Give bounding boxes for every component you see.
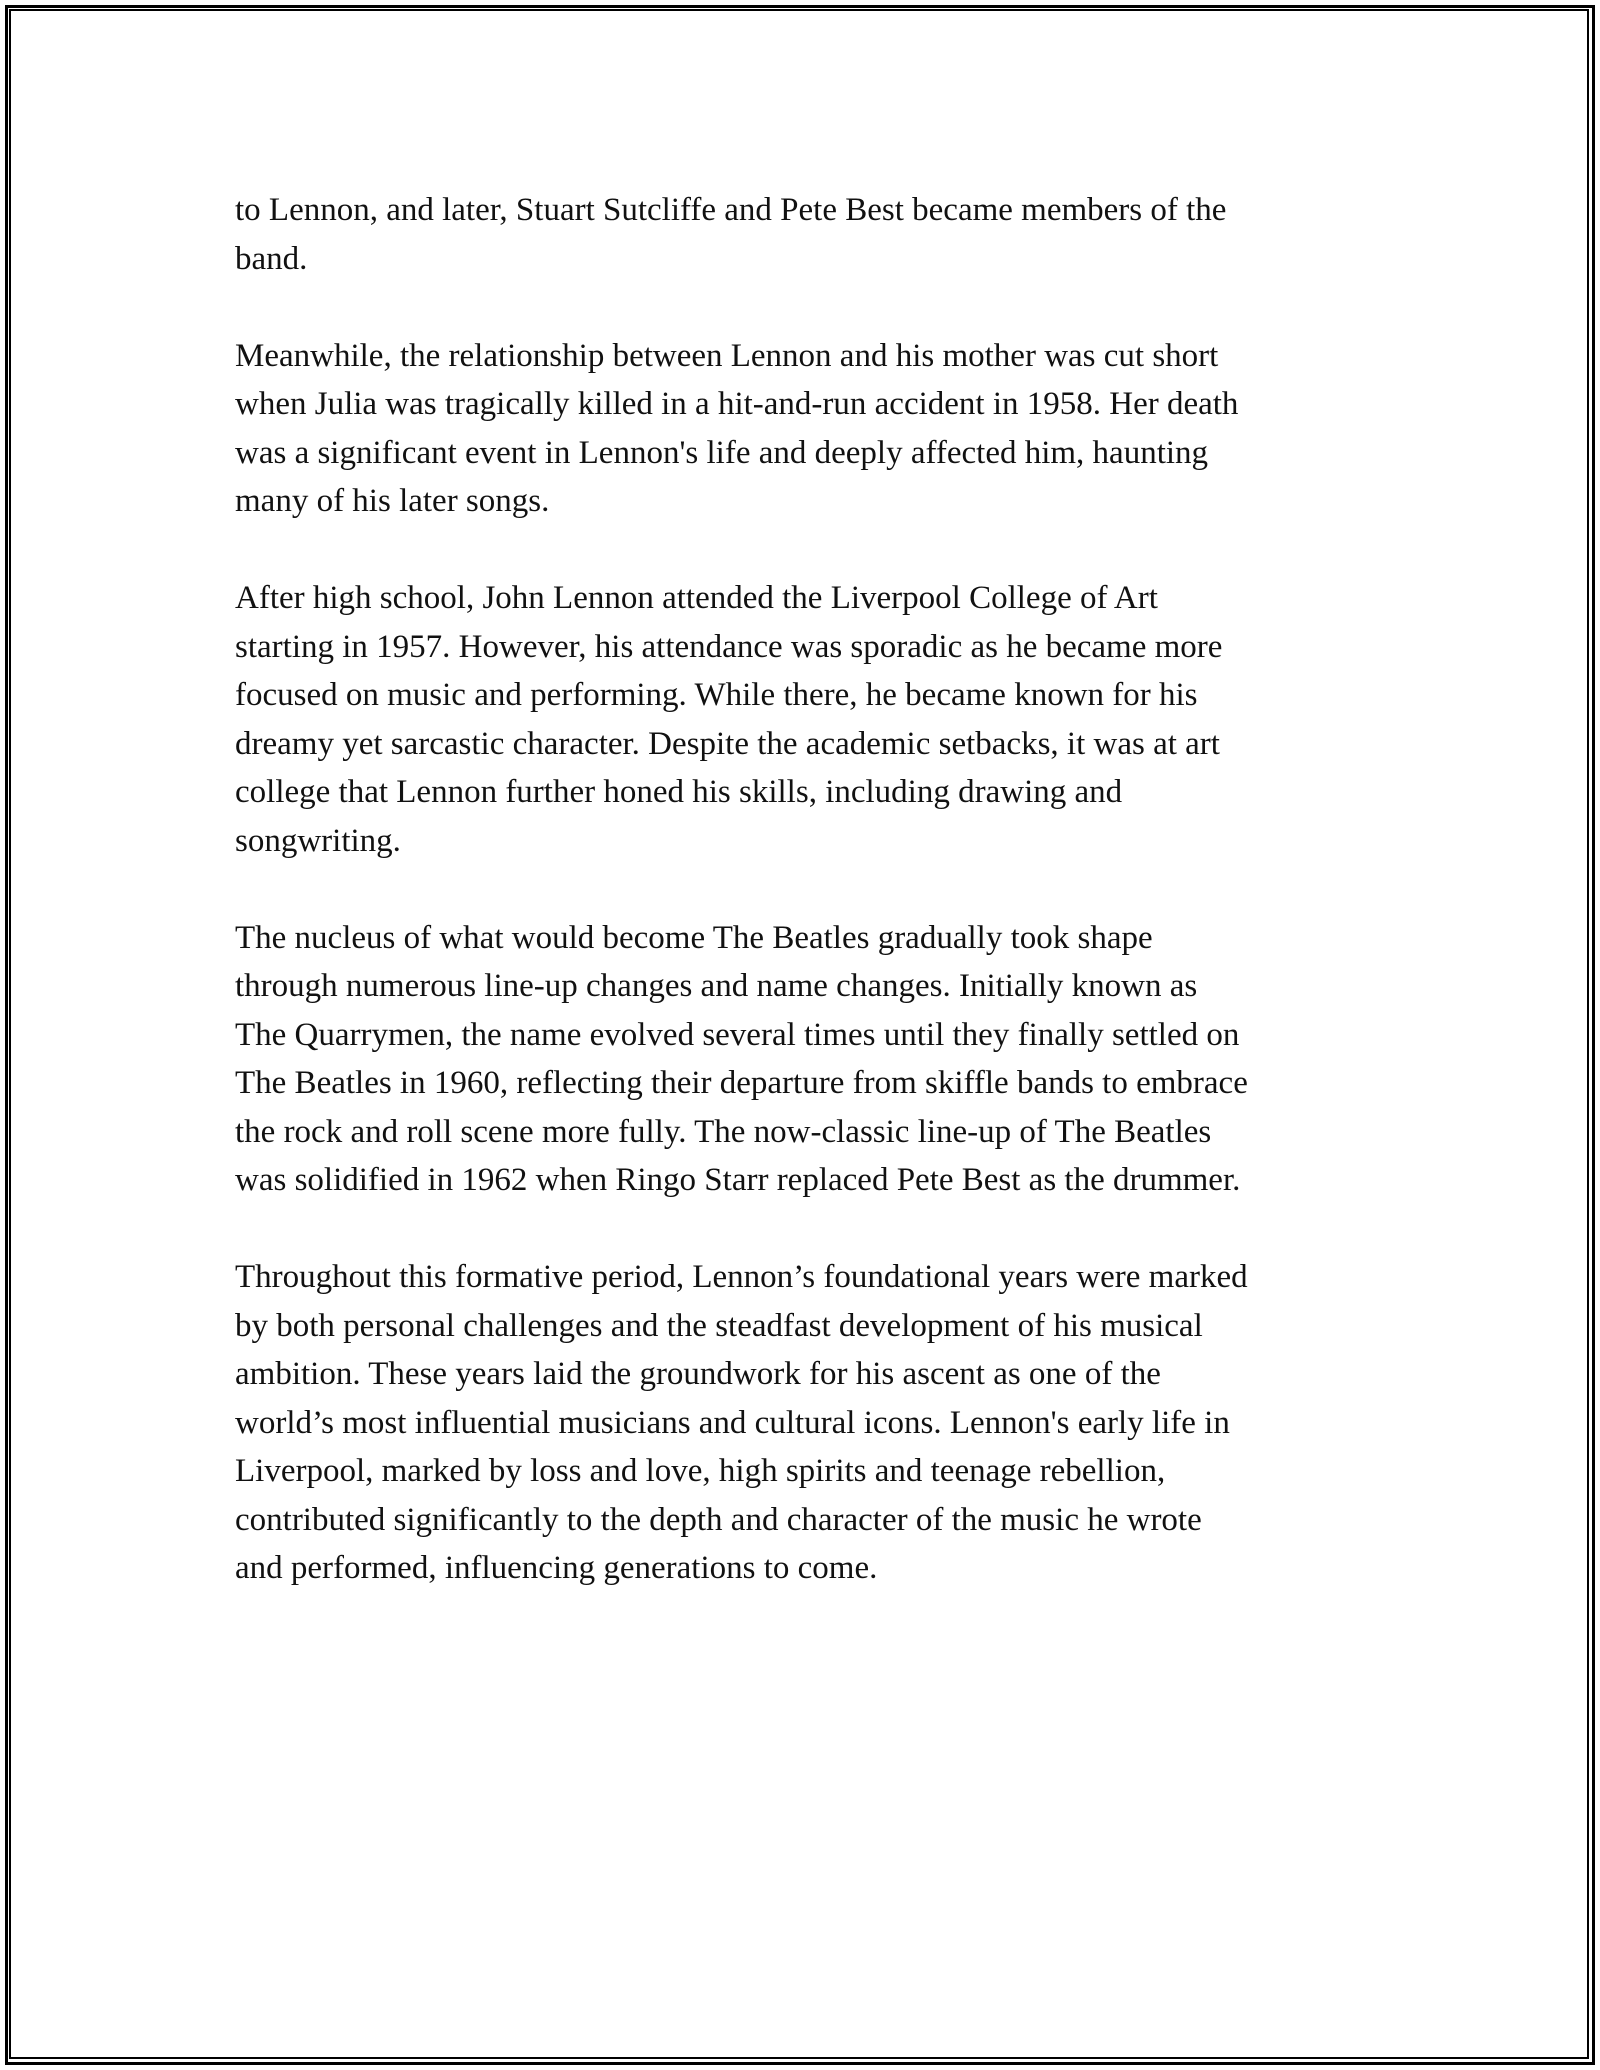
text-line: songwriting.: [235, 822, 401, 859]
text-line: Liverpool, marked by loss and love, high spirits and teenage rebellion,: [235, 1453, 1166, 1489]
text-line: world’s most influential musicians and cultural icons. Lennon's early life in: [235, 1404, 1230, 1441]
text-line: and performed, influencing generations to come.: [235, 1550, 878, 1586]
text-line: when Julia was tragically killed in a hit-and-run accident in 1958. Her death: [235, 386, 1239, 422]
text-line: Throughout this formative period, Lennon’s foundational years were marked: [235, 1259, 1248, 1295]
text-line: many of his later songs.: [235, 483, 550, 519]
document-body: [235, 186, 1365, 1641]
text-line: focused on music and performing. While there, he became known for his: [235, 677, 1198, 713]
text-line: contributed significantly to the depth and character of the music he wrote: [235, 1501, 1202, 1538]
paragraph: [235, 574, 1365, 865]
text-line: Meanwhile, the relationship between Lennon and his mother was cut short: [235, 337, 1219, 374]
paragraph: [235, 914, 1365, 1205]
text-line: through numerous line-up changes and name changes. Initially known as: [235, 968, 1198, 1004]
text-line: dreamy yet sarcastic character. Despite the academic setbacks, it was at art: [235, 725, 1220, 762]
text-line: was solidified in 1962 when Ringo Starr replaced Pete Best as the drummer.: [235, 1162, 1241, 1198]
text-line: band.: [235, 240, 308, 277]
text-line: was a significant event in Lennon's life and deeply affected him, haunting: [235, 434, 1209, 471]
text-line: The Quarrymen, the name evolved several times until they finally settled on: [235, 1016, 1240, 1053]
paragraph: [235, 186, 1365, 283]
text-line: by both personal challenges and the steadfast development of his musical: [235, 1307, 1203, 1344]
text-line: starting in 1957. However, his attendance was sporadic as he became more: [235, 628, 1223, 665]
text-line: The nucleus of what would become The Beatles gradually took shape: [235, 919, 1153, 956]
text-line: ambition. These years laid the groundwork for his ascent as one of the: [235, 1356, 1161, 1392]
paragraph: [235, 332, 1365, 526]
text-line: college that Lennon further honed his skills, including drawing and: [235, 774, 1123, 810]
paragraph: [235, 1253, 1365, 1593]
text-line: the rock and roll scene more fully. The now-classic line-up of The Beatles: [235, 1113, 1212, 1150]
text-line: to Lennon, and later, Stuart Sutcliffe and Pete Best became members of the: [235, 192, 1227, 228]
text-line: After high school, John Lennon attended the Liverpool College of Art: [235, 580, 1158, 616]
text-line: The Beatles in 1960, reflecting their departure from skiffle bands to embrace: [235, 1065, 1248, 1101]
